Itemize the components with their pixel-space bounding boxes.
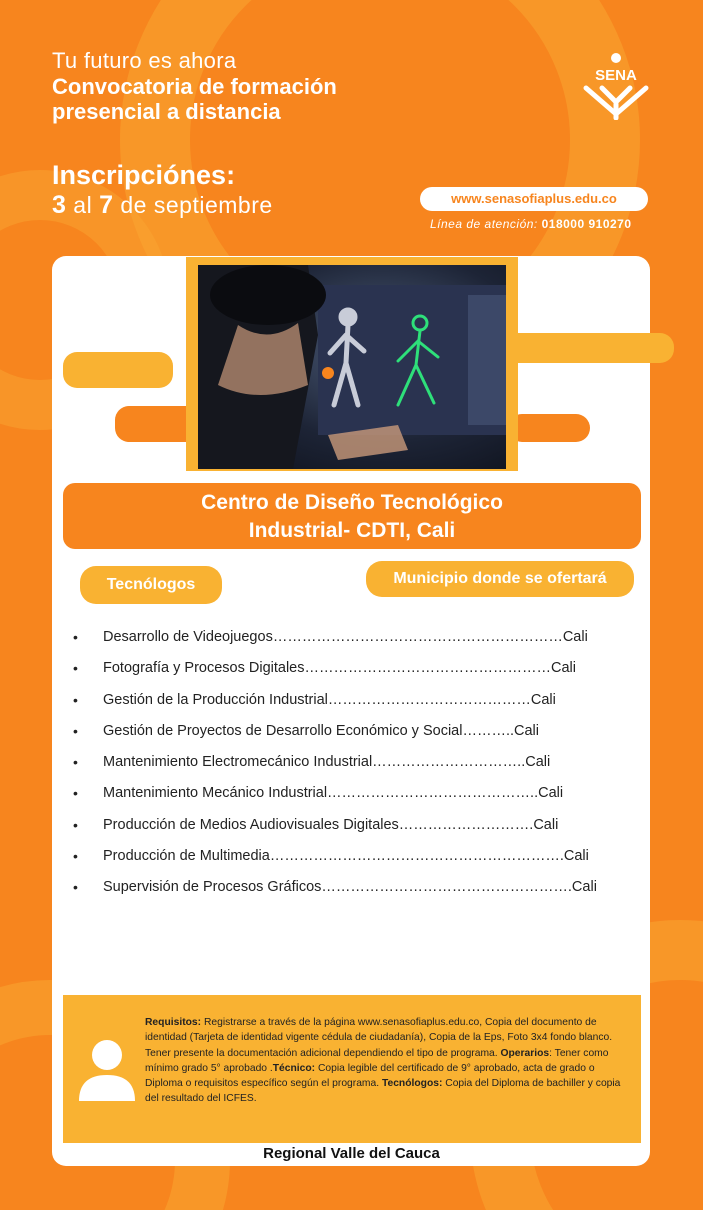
date-connector: al [73,192,93,218]
list-item: • Producción de Multimedia…………………………………………………….Cali [70,843,630,874]
hotline-number: 018000 910270 [541,217,632,231]
municipality-tag: Municipio donde se ofertará [366,561,634,597]
motion-capture-scene-icon [198,265,506,469]
requirements-box [63,995,641,1143]
sena-logo [580,52,652,120]
center-name-line2: Industrial- CDTI, Cali [248,519,456,542]
website-url[interactable]: www.senasofiaplus.edu.co [420,187,648,211]
date-month: de septiembre [120,192,273,218]
tecnologos-text: Copia del Diploma de bachiller y copia del resultado del ICFES. [145,1078,621,1105]
user-icon [77,1037,137,1101]
requirements-general: Registrarse a través de la página www.senasofiaplus.edu.co, Copia del documento de identidad (Tarjeta de identidad vigente cédula de ciudadanía), Copia de la Eps, Foto 3x4 fondo blanco. Tener presente la documentación adicional dependiendo el tipo de programa. [145,1017,613,1059]
list-item: • Producción de Medios Audiovisuales Digitales……………………….Cali [70,812,630,843]
tecnico-text: Copia legible del certificado de 9° aprobado, acta de grado o Diploma o requisitos específico según el programa. [145,1062,595,1090]
operarios-text: : Tener como mínimo grado 5° aprobado . [145,1047,609,1074]
hotline-label: Línea de atención: [430,217,538,231]
hero-photo [198,265,506,469]
training-center-banner [63,483,641,549]
logo-text: SENA [595,67,637,84]
center-name-line1: Centro de Diseño Tecnológico [201,491,503,514]
tagline: Tu futuro es ahora [52,48,237,73]
headline-line1: Convocatoria de formación [52,74,337,99]
list-item: • Mantenimiento Mecánico Industrial……………………………………..Cali [70,780,630,811]
regional-footer: Regional Valle del Cauca [263,1145,440,1162]
operarios-label: Operarios [500,1047,550,1059]
requirements-text [145,1015,623,1107]
hotline [430,217,632,231]
program-list [70,624,630,906]
inscriptions [52,160,273,220]
list-item: • Supervisión de Procesos Gráficos…………………………………………….Cali [70,874,630,905]
list-item: • Fotografía y Procesos Digitales……………………………………………Cali [70,655,630,686]
level-tag: Tecnólogos [80,566,222,604]
requirements-label: Requisitos: [145,1017,202,1028]
inscriptions-title: Inscripciónes: [52,160,236,190]
headline-line2: presencial a distancia [52,99,281,124]
hero-photo-frame [186,257,518,471]
header [52,48,337,124]
decorative-pill [508,414,590,442]
list-item: • Mantenimiento Electromecánico Industrial…………………………..Cali [70,749,630,780]
decorative-pill [500,333,674,363]
tecnologos-label: Tecnólogos: [381,1078,443,1090]
tecnico-label: Técnico: [272,1062,316,1074]
list-item: • Desarrollo de Videojuegos……………………………………………………Cali [70,624,630,655]
list-item: • Gestión de Proyectos de Desarrollo Económico y Social………..Cali [70,718,630,749]
decorative-pill [63,352,173,388]
day-end: 7 [99,191,114,219]
list-item: • Gestión de la Producción Industrial……………………………………Cali [70,687,630,718]
day-start: 3 [52,191,67,219]
inscriptions-dates [52,191,273,220]
